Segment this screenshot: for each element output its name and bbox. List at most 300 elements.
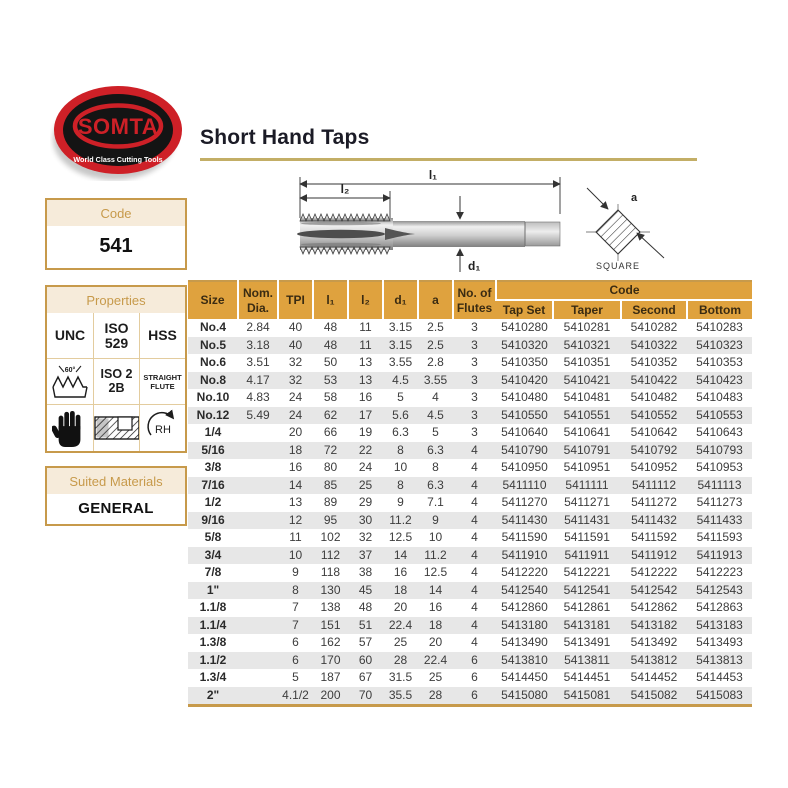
size-cell: 1.3/8 [199, 635, 227, 649]
value-cell: 24 [288, 407, 303, 422]
value-cell: 3.18 [246, 337, 270, 352]
logo-tagline-text: World Class Cutting Tools [73, 155, 163, 164]
value-cell: 11 [289, 530, 302, 544]
value-cell: 11 [359, 320, 372, 334]
value-cell: 3 [471, 407, 478, 422]
table-row [188, 319, 752, 337]
value-cell: 51 [358, 617, 373, 632]
value-cell: 5411910 [501, 547, 548, 562]
value-cell: 5413183 [696, 617, 743, 632]
table-row [188, 687, 752, 706]
value-cell: 5413813 [696, 652, 743, 667]
value-cell [238, 582, 278, 600]
value-cell: 5413493 [696, 635, 743, 649]
square-section-diagram [586, 188, 664, 271]
value-cell: 50 [323, 355, 338, 369]
value-cell: 102 [320, 530, 341, 544]
value-cell: 5410642 [630, 425, 678, 439]
value-cell: 57 [358, 635, 373, 649]
col-header-l1: l₁ [313, 281, 348, 319]
dim-label-d1: d₁ [468, 259, 481, 273]
value-cell: 5410422 [630, 372, 678, 387]
value-cell: 4 [471, 530, 478, 544]
size-cell: 2" [206, 687, 220, 702]
table-row [188, 442, 752, 460]
value-cell: 11.2 [424, 547, 447, 562]
value-cell: 5410791 [563, 442, 611, 457]
value-cell: 18 [393, 582, 408, 597]
value-cell: 60 [358, 652, 373, 667]
value-cell: 9 [432, 512, 439, 527]
value-cell: 5 [432, 425, 439, 439]
value-cell: 25 [428, 670, 443, 684]
suited-materials-panel [45, 466, 187, 526]
value-cell: 112 [320, 547, 341, 562]
value-cell [238, 424, 278, 442]
value-cell: 5412541 [563, 582, 611, 597]
property-hss: HSS [148, 327, 177, 344]
value-cell: 5411272 [631, 495, 677, 509]
value-cell: 3.15 [388, 320, 413, 334]
square-label: SQUARE [595, 261, 641, 271]
value-cell: 22.4 [423, 652, 448, 667]
value-cell: 8 [397, 442, 404, 457]
tap-technical-drawing [283, 164, 693, 278]
value-cell: 5411912 [631, 547, 677, 562]
value-cell: 4 [471, 512, 478, 527]
value-cell: 5413812 [630, 652, 678, 667]
code-panel [45, 198, 187, 270]
value-cell: 5410482 [630, 390, 678, 404]
col-header-l2: l₂ [348, 281, 383, 319]
value-cell: 4 [471, 635, 478, 649]
value-cell [238, 564, 278, 582]
value-cell [238, 459, 278, 477]
value-cell: 14 [288, 477, 303, 492]
value-cell: 95 [323, 512, 338, 527]
value-cell: 3.51 [246, 355, 270, 369]
table-row [188, 494, 752, 512]
table-row [188, 512, 752, 530]
value-cell: 3 [471, 372, 478, 387]
value-cell: 5410643 [696, 425, 743, 439]
value-cell: 5411110 [502, 477, 547, 492]
value-cell: 5410551 [563, 407, 611, 422]
thread-profile-60-icon [49, 362, 91, 402]
page-title: Short Hand Taps [200, 126, 370, 149]
value-cell: 12 [288, 512, 303, 527]
col-header-code: Code [496, 281, 752, 300]
logo-brand-text: SOMTA [77, 114, 159, 139]
value-cell: 8 [432, 460, 439, 474]
value-cell: 4 [471, 495, 478, 509]
value-cell: 3 [471, 425, 478, 439]
value-cell: 48 [358, 600, 373, 614]
value-cell: 5413811 [564, 652, 610, 667]
thread-angle-label: 60° [64, 366, 76, 374]
size-cell: 1/4 [204, 425, 222, 439]
value-cell: 5410793 [696, 442, 743, 457]
value-cell: 32 [288, 355, 303, 369]
dim-label-l1: l₁ [428, 168, 438, 182]
value-cell: 5410550 [501, 407, 548, 422]
table-row [188, 582, 752, 600]
rh-rotation-icon [143, 408, 183, 448]
value-cell: 32 [288, 372, 303, 387]
value-cell: 66 [323, 425, 338, 439]
glove-icon [52, 407, 88, 449]
value-cell: 5413810 [501, 652, 548, 667]
value-cell: 6.3 [427, 442, 444, 457]
value-cell: 5414453 [696, 670, 743, 684]
value-cell: 8 [292, 582, 299, 597]
value-cell: 16 [393, 565, 408, 579]
value-cell: 70 [358, 687, 373, 702]
table-row [188, 372, 752, 390]
value-cell: 20 [288, 425, 303, 439]
value-cell: 5410640 [501, 425, 548, 439]
value-cell: 138 [320, 600, 341, 614]
value-cell: 151 [320, 617, 341, 632]
size-cell: 5/8 [204, 530, 222, 544]
size-cell: No.4 [199, 320, 226, 334]
value-cell: 32 [358, 530, 373, 544]
value-cell: 13 [288, 495, 303, 509]
value-cell: 5410552 [630, 407, 678, 422]
property-iso529: ISO 529 [104, 319, 129, 351]
spec-table [188, 280, 752, 707]
value-cell: 5413182 [630, 617, 678, 632]
value-cell: 10 [428, 530, 443, 544]
value-cell: 17 [358, 407, 373, 422]
value-cell: 5410953 [696, 460, 743, 474]
property-straight-flute: STRAIGHT FLUTE [143, 372, 182, 391]
value-cell: 5413490 [501, 635, 548, 649]
value-cell: 5410423 [696, 372, 743, 387]
col-header-taper: Taper [553, 300, 621, 319]
value-cell: 40 [288, 320, 303, 334]
table-row [188, 354, 752, 372]
spec-table-body [188, 319, 752, 706]
value-cell: 25 [358, 477, 373, 492]
value-cell: 5412863 [696, 600, 743, 614]
value-cell: 9 [397, 495, 404, 509]
col-header-tap-set: Tap Set [496, 300, 553, 319]
value-cell: 6 [471, 670, 478, 684]
table-row [188, 337, 752, 355]
value-cell: 8 [397, 477, 404, 492]
col-header-a: a [418, 281, 453, 319]
value-cell: 5.49 [246, 407, 270, 422]
value-cell: 5410792 [630, 442, 678, 457]
value-cell [238, 617, 278, 635]
size-cell: 3/8 [204, 460, 222, 474]
value-cell: 48 [323, 320, 338, 334]
value-cell: 5411911 [564, 547, 610, 562]
value-cell: 5411590 [501, 530, 548, 544]
table-row [188, 529, 752, 547]
value-cell: 5412223 [696, 565, 743, 579]
value-cell: 4 [471, 477, 478, 492]
value-cell: 5410280 [501, 320, 548, 334]
value-cell: 5412543 [696, 582, 743, 597]
value-cell: 5410952 [630, 460, 678, 474]
value-cell: 67 [358, 670, 373, 684]
value-cell: 4.5 [392, 372, 409, 387]
value-cell: 7 [292, 600, 299, 614]
value-cell: 5410483 [696, 390, 743, 404]
value-cell: 4.17 [246, 372, 270, 387]
value-cell: 5412220 [501, 565, 548, 579]
value-cell: 4 [432, 390, 439, 404]
value-cell: 11 [359, 337, 372, 352]
value-cell: 18 [428, 617, 443, 632]
value-cell: 58 [323, 390, 338, 404]
value-cell: 170 [320, 652, 341, 667]
value-cell: 200 [320, 687, 341, 702]
value-cell: 62 [323, 407, 338, 422]
properties-panel [45, 285, 187, 453]
value-cell: 37 [358, 547, 373, 562]
value-cell: 3.15 [388, 337, 413, 352]
value-cell: 10 [288, 547, 303, 562]
size-cell: 1.3/4 [199, 670, 227, 684]
size-cell: No.12 [196, 407, 230, 422]
col-header-bottom: Bottom [687, 300, 752, 319]
value-cell: 5415080 [501, 687, 548, 702]
table-row [188, 634, 752, 652]
value-cell [238, 512, 278, 530]
value-cell: 7 [292, 617, 299, 632]
col-header-size: Size [188, 281, 238, 319]
value-cell: 5412542 [630, 582, 678, 597]
value-cell: 53 [323, 372, 338, 387]
value-cell [238, 547, 278, 565]
value-cell: 5410553 [696, 407, 743, 422]
value-cell: 5411913 [696, 547, 743, 562]
value-cell: 3 [471, 320, 478, 334]
value-cell: 72 [323, 442, 338, 457]
value-cell: 4 [471, 460, 478, 474]
value-cell: 5412862 [630, 600, 678, 614]
code-value: 541 [99, 235, 133, 257]
property-iso2-2b: ISO 2 2B [100, 366, 133, 395]
value-cell: 5415083 [696, 687, 743, 702]
value-cell: 3.55 [423, 372, 448, 387]
value-cell: 29 [358, 495, 373, 509]
value-cell: 38 [358, 565, 373, 579]
value-cell: 5412222 [630, 565, 678, 579]
value-cell: 24 [358, 460, 373, 474]
value-cell: 2.5 [427, 320, 444, 334]
table-row [188, 599, 752, 617]
value-cell: 5410351 [563, 355, 611, 369]
value-cell: 5411273 [696, 495, 743, 509]
value-cell: 5411113 [697, 477, 742, 492]
value-cell [238, 669, 278, 687]
col-header-d1: d₁ [383, 281, 418, 319]
value-cell: 12.5 [388, 530, 413, 544]
value-cell: 5414451 [563, 670, 611, 684]
value-cell: 5413491 [563, 635, 611, 649]
value-cell: 6 [471, 687, 478, 702]
suited-materials-header: Suited Materials [47, 468, 185, 494]
table-row [188, 652, 752, 670]
value-cell: 4 [471, 565, 478, 579]
value-cell: 9 [292, 565, 299, 579]
table-row [188, 617, 752, 635]
value-cell: 5410283 [696, 320, 743, 334]
col-header-tpi: TPI [278, 281, 313, 319]
value-cell: 4 [471, 600, 478, 614]
value-cell: 5411430 [501, 512, 548, 527]
value-cell: 5410281 [563, 320, 611, 334]
value-cell: 5411431 [564, 512, 610, 527]
value-cell: 5410323 [696, 337, 743, 352]
value-cell: 2.84 [246, 320, 270, 334]
value-cell: 5411112 [631, 477, 677, 492]
suited-materials-value: GENERAL [78, 500, 154, 517]
value-cell: 4 [471, 582, 478, 597]
value-cell [238, 599, 278, 617]
value-cell: 5412861 [563, 600, 611, 614]
value-cell: 20 [393, 600, 408, 614]
size-cell: 9/16 [201, 512, 225, 527]
value-cell: 14 [393, 547, 408, 562]
value-cell [238, 529, 278, 547]
table-row [188, 547, 752, 565]
value-cell: 28 [428, 687, 443, 702]
value-cell: 5410353 [696, 355, 743, 369]
size-cell: 7/8 [204, 565, 222, 579]
value-cell: 11.2 [389, 512, 412, 527]
value-cell: 5411111 [565, 477, 609, 492]
size-cell: No.8 [199, 372, 226, 387]
value-cell: 12.5 [423, 565, 448, 579]
table-row [188, 424, 752, 442]
value-cell: 2.8 [427, 355, 444, 369]
size-cell: No.5 [199, 337, 226, 352]
value-cell [238, 442, 278, 460]
size-cell: 1/2 [204, 495, 222, 509]
col-header-nom-dia: Nom. Dia. [238, 281, 278, 319]
value-cell: 5412540 [501, 582, 548, 597]
value-cell: 5411432 [631, 512, 677, 527]
table-row [188, 459, 752, 477]
value-cell: 85 [323, 477, 338, 492]
value-cell: 5410481 [563, 390, 611, 404]
value-cell: 5410641 [563, 425, 611, 439]
value-cell: 4.83 [246, 390, 270, 404]
value-cell: 187 [320, 670, 341, 684]
value-cell: 5414452 [630, 670, 678, 684]
value-cell: 5413181 [563, 617, 611, 632]
value-cell: 5411270 [501, 495, 548, 509]
value-cell: 2.5 [427, 337, 444, 352]
title-underline [200, 158, 697, 161]
value-cell: 5411593 [696, 530, 743, 544]
value-cell: 13 [358, 355, 373, 369]
value-cell: 5412221 [563, 565, 611, 579]
value-cell: 6 [292, 652, 299, 667]
value-cell: 5410950 [501, 460, 548, 474]
value-cell [238, 477, 278, 495]
size-cell: No.10 [196, 390, 230, 404]
value-cell: 6 [471, 652, 478, 667]
value-cell: 4 [471, 442, 478, 457]
value-cell: 22.4 [388, 617, 413, 632]
value-cell [238, 634, 278, 652]
value-cell: 5413180 [501, 617, 548, 632]
value-cell: 5411591 [564, 530, 610, 544]
value-cell: 4.5 [427, 407, 444, 422]
size-cell: 1.1/4 [199, 617, 227, 632]
value-cell: 5411592 [631, 530, 677, 544]
value-cell: 7.1 [427, 495, 444, 509]
value-cell: 35.5 [388, 687, 413, 702]
property-unc: UNC [54, 327, 86, 344]
value-cell: 3.55 [388, 355, 413, 369]
value-cell: 48 [323, 337, 338, 352]
value-cell: 14 [428, 582, 443, 597]
size-cell: 1.1/2 [199, 652, 227, 667]
value-cell: 3 [471, 390, 478, 404]
value-cell: 16 [288, 460, 303, 474]
table-row [188, 477, 752, 495]
rh-label: RH [154, 424, 171, 436]
value-cell: 28 [393, 652, 408, 667]
size-cell: 1.1/8 [199, 600, 227, 614]
value-cell: 162 [320, 635, 341, 649]
value-cell: 31.5 [388, 670, 413, 684]
value-cell: 4 [471, 547, 478, 562]
value-cell: 5414450 [501, 670, 548, 684]
hole-section-icon [94, 415, 140, 441]
value-cell: 5412860 [501, 600, 548, 614]
table-row [188, 564, 752, 582]
value-cell: 6.3 [427, 477, 444, 492]
table-row [188, 389, 752, 407]
value-cell: 5410282 [630, 320, 678, 334]
value-cell [238, 652, 278, 670]
value-cell: 20 [428, 635, 443, 649]
size-cell: 7/16 [201, 477, 225, 492]
tap-illustration [297, 214, 560, 254]
value-cell: 5410421 [563, 372, 611, 387]
value-cell: 118 [320, 565, 341, 579]
value-cell: 3 [471, 355, 478, 369]
size-cell: 5/16 [201, 442, 225, 457]
properties-panel-header: Properties [47, 287, 185, 313]
value-cell [238, 494, 278, 512]
value-cell: 45 [358, 582, 373, 597]
value-cell: 5410420 [501, 372, 548, 387]
value-cell: 5410480 [501, 390, 548, 404]
value-cell: 5415081 [563, 687, 611, 702]
value-cell: 5 [292, 670, 299, 684]
value-cell: 25 [393, 635, 408, 649]
table-row [188, 669, 752, 687]
value-cell: 3 [471, 337, 478, 352]
value-cell: 24 [288, 390, 303, 404]
size-cell: 3/4 [204, 547, 222, 562]
value-cell: 16 [358, 390, 373, 404]
value-cell: 5410951 [563, 460, 611, 474]
value-cell: 10 [393, 460, 408, 474]
value-cell: 19 [358, 425, 373, 439]
col-header-flutes: No. of Flutes [453, 281, 496, 319]
value-cell: 40 [288, 337, 303, 352]
